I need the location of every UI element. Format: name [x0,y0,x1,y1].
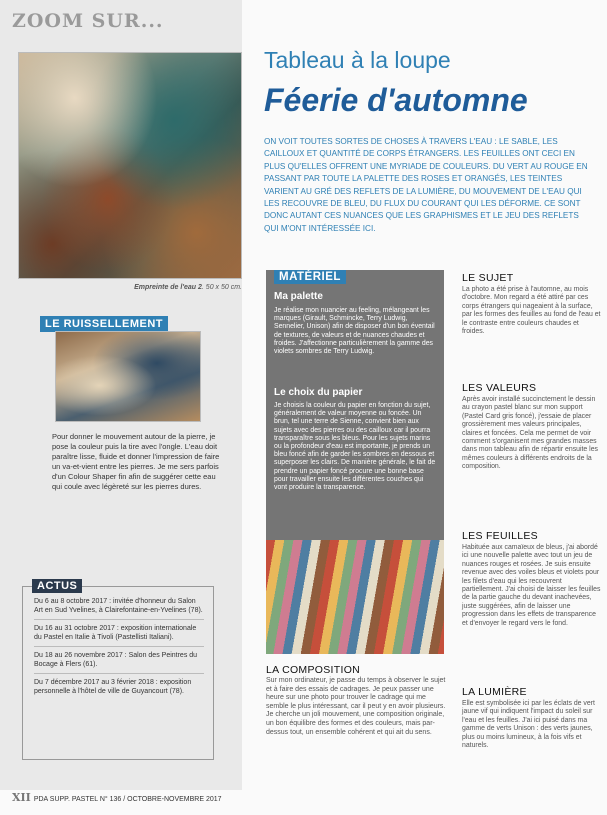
palette-title: Ma palette [274,291,323,302]
actus-item: Du 18 au 26 novembre 2017 : Salon des Peintres du Bocage à Flers (61). [34,651,204,674]
sujet-section [462,272,602,336]
valeurs-section [462,382,602,472]
pastels-photo [266,540,444,654]
papier-title: Le choix du papier [274,387,363,398]
feuilles-title: LES FEUILLES [462,530,538,542]
actus-list [34,597,204,704]
sujet-text: La photo a été prise à l'automne, au mois d'octobre. Mon regard a été attiré par ces corps étrangers qui nageaient à la surface, par les formes des feuilles au fond de l'eau et le contraste entre couleurs chaudes et froides. [462,286,601,336]
lumiere-title: LA LUMIÈRE [462,686,527,698]
ruissellement-text: Pour donner le mouvement autour de la pierre, je pose la couleur puis la tire avec l'ongle. L'eau doit paraître lisse, fluide et donner l'impression de faire un va-et-vient entre les pierres. Je me sers parfois d'un Colour Shaper fin afin de suggérer cette eau qui coule avec légèreté sur les pierres dures. [52,432,220,491]
feuilles-section [462,530,602,628]
materiel-title: MATÉRIEL [274,270,346,284]
sujet-title: LE SUJET [462,272,514,284]
actus-item: Du 16 au 31 octobre 2017 : exposition internationale du Pastel en Italie à Tivoli (Pastellisti Italiani). [34,624,204,647]
valeurs-title: LES VALEURS [462,382,537,394]
caption-title: Empreinte de l'eau 2 [134,284,202,291]
footer-text: PDA SUPP. PASTEL N° 136 / OCTOBRE-NOVEMBRE 2017 [33,796,222,803]
lumiere-section [462,686,602,750]
section-header: ZOOM SUR... [12,10,164,32]
page-number: XII [12,791,31,804]
palette-text: Je réalise mon nuancier au feeling, mélangeant les marques (Girault, Schmincke, Terry Ludwig, Sennelier, Unison) afin de disposer d'un bon éventail de textures, de valeurs et de nuances chaudes et froides. J'affectionne particulièrement la gamme des violets sombres de Terry Ludwig. [274,307,435,356]
article-intro: ON VOIT TOUTES SORTES DE CHOSES À TRAVERS L'EAU : LE SABLE, LES CAILLOUX ET QUANTITÉ DE CORPS ÉTRANGERS. LES FEUILLES ONT CECI EN PLUS QU'ELLES OFFRENT UNE MYRIADE DE COULEURS. DU VERT AU ROUGE EN PASSANT PAR TOUTE LA PALETTE DES ROSES ET ORANGÉS, LES TEINTES VARIENT AU GRÉ DES REFLETS DE LA LUMIÈRE, DU MOUVEMENT DE L'EAU QUI LES RECOUVRE DE BLEU, DU FLUX DU COURANT QUI LES DÉFORME. CE SONT DONC AUTANT CES NUANCES QUE LES GRAPHISMES ET LE JEU DES REFLETS QUI M'ONT INTÉRESSÉE ICI. [264,137,588,233]
papier-text: Je choisis la couleur du papier en fonction du sujet, généralement de valeur moyenne ou foncée. Un brun, tel une terre de Sienne, convient bien aux sujets avec des pierres ou des cailloux car il pourra transparaître sous les bleus. Pour les sujets marins ou la profondeur d'eau est importante, je prends un bleu foncé afin de garder les sombres en dessous et superposer les clairs. De manière générale, le fait de prendre un papier foncé procure une bonne base pour travailler ensuite les différentes couches qui vont produire la transparence. [274,402,436,492]
article-kicker: Tableau à la loupe [264,47,451,73]
composition-title: LA COMPOSITION [266,664,361,676]
ruissellement-title: LE RUISSELLEMENT [40,316,168,332]
page-footer [12,791,222,804]
article-title: Féerie d'automne [264,82,528,118]
caption-size: . 50 x 50 cm. [201,284,242,291]
painting-image [18,52,242,279]
actus-item: Du 6 au 8 octobre 2017 : invitée d'honneur du Salon Art en Sud Yvelines, à Clairefontaine-en-Yvelines (78). [34,597,204,620]
lumiere-text: Elle est symbolisée ici par les éclats de vert jaune vif qui indiquent l'impact du soleil sur l'eau et les feuilles. J'ai ici puisé dans ma gamme de verts Unison : des verts jaunes, plus ou moins lumineux, à la fois vifs et naturels. [462,700,595,750]
painting-caption [110,284,242,291]
ruissellement-detail-image [55,331,201,422]
actus-item: Du 7 décembre 2017 au 3 février 2018 : exposition personnelle à l'hôtel de ville de Guyancourt (78). [34,679,192,695]
actus-title: ACTUS [32,579,82,593]
valeurs-text: Après avoir installé succinctement le dessin au crayon pastel blanc sur mon support (Pastel Card gris foncé), j'essaie de placer grossièrement mes valeurs principales, claires et foncées. Cela me permet de voir comment s'organisent mes grandes masses dans mon tableau afin de répartir ensuite les mêmes couleurs à différents endroits de la composition. [462,396,598,471]
composition-text: Sur mon ordinateur, je passe du temps à observer le sujet et à faire des essais de cadrages. Je peux passer une heure sur une photo pour trouver le cadrage qui me semble le plus intéressant, car il peut y en avoir plusieurs. Je cherche un joli mouvement, une composition originale, un bon équilibre des formes et des couleurs, mais par-dessus tout, un ensemble cohérent et qui ait du sens. [266,677,446,736]
feuilles-text: Habituée aux camaïeux de bleus, j'ai abordé ici une nouvelle palette avec tout un jeu de nuances rouges et rosées. Je suis ensuite revenue avec des voiles bleus et violets pour les filets d'eau qui les recouvrent partiellement. J'ai choisi de laisser les feuilles de la partie gauche du devant inachevées, juste suggérées, afin de laisser une progression dans les effets de transparence et d'envoyer le regard vers le fond. [462,544,601,627]
